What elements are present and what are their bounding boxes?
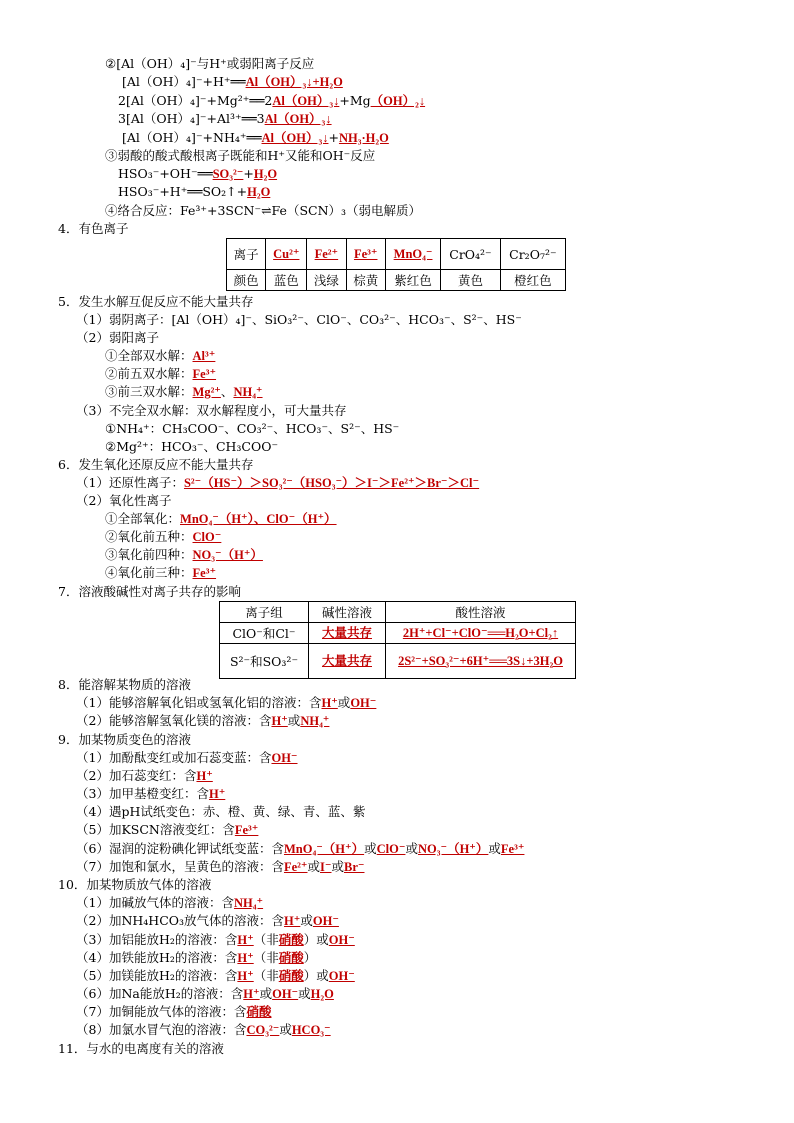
table-cell: 蓝色 <box>266 270 307 291</box>
text: 或 <box>300 913 313 928</box>
line-l14 <box>105 383 263 401</box>
text: 或 <box>259 986 273 1001</box>
text: 4．有色离子 <box>58 221 129 236</box>
line-l27 <box>76 767 213 785</box>
table-cell: 碱性溶液 <box>309 602 386 623</box>
text: HSO₃⁻+OH⁻══ <box>118 166 213 181</box>
answer: Al（OH）₃↓ <box>272 94 340 108</box>
answer: Fe³⁺ <box>192 566 217 580</box>
table-cell: 离子 <box>227 239 266 270</box>
line-l17 <box>105 438 278 456</box>
line-l23 <box>105 564 216 582</box>
text: （1）加酚酞变红或加石蕊变蓝：含 <box>76 750 272 765</box>
line-l22 <box>105 546 263 564</box>
text: ①NH₄⁺：CH₃COO⁻、CO₃²⁻、HCO₃⁻、S²⁻、HS⁻ <box>105 421 400 436</box>
answer: NH₃·H₂O <box>338 131 389 145</box>
line-l34 <box>76 912 339 930</box>
text: （4）遇pH试纸变色：赤、橙、黄、绿、青、蓝、紫 <box>76 804 366 819</box>
line-l31 <box>76 840 524 858</box>
line-l32 <box>76 858 364 876</box>
answer: H⁺ <box>284 914 301 928</box>
table-cell: Fe²⁺ <box>307 239 346 270</box>
table-cell: Cu²⁺ <box>266 239 307 270</box>
line-l16 <box>105 420 399 438</box>
table-row <box>227 270 566 291</box>
answer: H⁺ <box>208 787 226 801</box>
line-l9 <box>105 202 421 220</box>
answer: ClO⁻ <box>192 530 222 544</box>
table-cell: S²⁻和SO₃²⁻ <box>220 644 309 679</box>
answer: HCO₃⁻ <box>291 1023 331 1037</box>
text: （3）不完全双水解：双水解程度小，可大量共存 <box>76 403 347 418</box>
line-l8 <box>118 183 270 201</box>
line-l5 <box>122 129 389 147</box>
section-heading-9 <box>58 731 191 749</box>
table-cell: 紫红色 <box>385 270 440 291</box>
line-l11 <box>76 329 159 347</box>
text: ②氧化前五种： <box>105 529 193 544</box>
line-l29 <box>76 803 365 821</box>
answer: NH₄⁺ <box>233 385 263 399</box>
table-cell: 2S²⁻+SO₃²⁻+6H⁺══3S↓+3H₂O <box>386 644 576 679</box>
text: ④络合反应：Fe³⁺+3SCN⁻⇌Fe（SCN）₃（弱电解质） <box>105 203 422 218</box>
section-heading-8 <box>58 676 191 694</box>
text: ） <box>303 950 317 965</box>
text: （8）加氯水冒气泡的溶液：含 <box>76 1022 247 1037</box>
table-cell: MnO₄⁻ <box>385 239 440 270</box>
text: （1）弱阴离子：[Al（OH）₄]⁻、SiO₃²⁻、ClO⁻、CO₃²⁻、HCO₃⁻、S²⁻、HS⁻ <box>76 312 522 327</box>
text: （5）加KSCN溶液变红：含 <box>76 822 235 837</box>
section-heading-4 <box>58 220 128 238</box>
text: + <box>328 130 339 145</box>
answer: Al（OH）₃↓ <box>264 112 332 126</box>
text: （3）加甲基橙变红：含 <box>76 786 209 801</box>
text: 或 <box>488 841 501 856</box>
text: 5．发生水解互促反应不能大量共存 <box>58 294 254 309</box>
line-l7 <box>118 165 277 183</box>
table-row <box>220 623 576 644</box>
answer: H⁺ <box>237 969 254 983</box>
answer: H⁺ <box>237 951 254 965</box>
line-l4 <box>118 110 332 128</box>
text: 6．发生氧化还原反应不能大量共存 <box>58 457 254 472</box>
text: 2[Al（OH）₄]⁻+Mg²⁺══2 <box>118 93 273 108</box>
table-cell: 2H⁺+Cl⁻+ClO⁻══H₂O+Cl₂↑ <box>386 623 576 644</box>
line-l37 <box>76 967 355 985</box>
answer: H⁺ <box>196 769 213 783</box>
answer: NO₃⁻（H⁺） <box>417 842 489 856</box>
text: 8．能溶解某物质的溶液 <box>58 677 191 692</box>
line-l24 <box>76 694 376 712</box>
line-l39 <box>76 1003 271 1021</box>
text: 或 <box>287 713 301 728</box>
answer: NO₃⁻（H⁺） <box>192 548 263 562</box>
line-l38 <box>76 985 334 1003</box>
answer: H₂O <box>253 167 278 181</box>
answer: I⁻ <box>320 860 332 874</box>
answer: H⁺ <box>321 696 338 710</box>
answer: OH⁻ <box>328 969 355 983</box>
line-l18 <box>76 474 479 492</box>
answer: Al（OH）₃↓+H₂O <box>245 75 343 89</box>
text: （7）加铜能放气体的溶液：含 <box>76 1004 247 1019</box>
line-l40 <box>76 1021 331 1039</box>
text: +Mg <box>339 93 371 108</box>
text: + <box>243 166 254 181</box>
answer: MnO₄⁻（H⁺） <box>283 842 365 856</box>
answer: H⁺ <box>237 933 254 947</box>
answer: 硝酸 <box>278 951 304 965</box>
line-l2 <box>122 73 343 91</box>
line-l28 <box>76 785 225 803</box>
text: （7）加饱和氯水，呈黄色的溶液：含 <box>76 859 284 874</box>
line-l10 <box>76 311 522 329</box>
table-cell: 大量共存 <box>309 623 386 644</box>
text: 7．溶液酸碱性对离子共存的影响 <box>58 584 241 599</box>
text: 或 <box>337 695 351 710</box>
line-l35 <box>76 931 355 949</box>
line-l25 <box>76 712 329 730</box>
text: ②[Al（OH）₄]⁻与H⁺或弱阳离子反应 <box>105 56 315 71</box>
text: 或 <box>405 841 418 856</box>
section-heading-7 <box>58 583 241 601</box>
acid-base-table <box>219 601 576 679</box>
answer: Fe³⁺ <box>500 842 525 856</box>
text: （4）加铁能放H₂的溶液：含 <box>76 950 238 965</box>
answer: H⁺ <box>243 987 260 1001</box>
text: ）或 <box>303 968 329 983</box>
text: （1）还原性离子： <box>76 475 184 490</box>
answer: Mg²⁺ <box>192 385 221 399</box>
table-row <box>220 602 576 623</box>
text: ）或 <box>303 932 329 947</box>
table-cell: 棕黄 <box>346 270 385 291</box>
answer: OH⁻ <box>272 987 299 1001</box>
answer: NH₄⁺ <box>233 896 264 910</box>
text: ③前三双水解： <box>105 384 193 399</box>
table-row <box>227 239 566 270</box>
section-heading-11 <box>58 1040 224 1058</box>
text: （非 <box>253 968 279 983</box>
table-cell: CrO₄²⁻ <box>441 239 500 270</box>
answer: H⁺ <box>271 714 288 728</box>
text: （1）能够溶解氧化铝或氢氧化铝的溶液：含 <box>76 695 322 710</box>
text: 10．加某物质放气体的溶液 <box>58 877 212 892</box>
line-l20 <box>105 510 337 528</box>
line-l33 <box>76 894 263 912</box>
line-l30 <box>76 821 258 839</box>
text: ②Mg²⁺：HCO₃⁻、CH₃COO⁻ <box>105 439 279 454</box>
line-l12 <box>105 347 215 365</box>
table-cell: 橙红色 <box>500 270 565 291</box>
text: ②前五双水解： <box>105 366 193 381</box>
colored-ions-table <box>226 238 566 291</box>
answer: OH⁻ <box>312 914 339 928</box>
line-l26 <box>76 749 298 767</box>
table-cell: Cr₂O₇²⁻ <box>500 239 565 270</box>
section-heading-10 <box>58 876 211 894</box>
answer: （OH）₂↓ <box>370 94 426 108</box>
table-row <box>220 644 576 679</box>
table-cell: ClO⁻和Cl⁻ <box>220 623 309 644</box>
text: 或 <box>298 986 311 1001</box>
answer: S²⁻（HS⁻）＞SO₃²⁻（HSO₃⁻）＞I⁻＞Fe²⁺＞Br⁻＞Cl⁻ <box>183 476 480 490</box>
answer: Fe³⁺ <box>192 367 217 381</box>
text: [Al（OH）₄]⁻+H⁺══ <box>122 74 246 89</box>
text: 11．与水的电离度有关的溶液 <box>58 1041 224 1056</box>
line-l13 <box>105 365 216 383</box>
text: ①全部氧化： <box>105 511 181 526</box>
text: ④氧化前三种： <box>105 565 193 580</box>
answer: Al³⁺ <box>192 349 216 363</box>
text: （2）氧化性离子 <box>76 493 172 508</box>
text: （5）加镁能放H₂的溶液：含 <box>76 968 238 983</box>
answer: OH⁻ <box>350 696 377 710</box>
table-cell: 浅绿 <box>307 270 346 291</box>
text: 3[Al（OH）₄]⁻+Al³⁺══3 <box>118 111 265 126</box>
line-l3 <box>118 92 425 110</box>
line-l6 <box>105 147 375 165</box>
text: 或 <box>364 841 377 856</box>
answer: MnO₄⁻（H⁺）、ClO⁻（H⁺） <box>180 512 337 526</box>
text: （2）加石蕊变红：含 <box>76 768 197 783</box>
section-heading-6 <box>58 456 253 474</box>
answer: 硝酸 <box>278 969 304 983</box>
text: （3）加铝能放H₂的溶液：含 <box>76 932 238 947</box>
text: 或 <box>331 859 344 874</box>
text: ①全部双水解： <box>105 348 193 363</box>
text: （非 <box>253 932 279 947</box>
answer: 硝酸 <box>278 933 304 947</box>
answer: 硝酸 <box>246 1005 272 1019</box>
answer: Al（OH）₃↓ <box>261 131 329 145</box>
answer: H₂O <box>247 185 271 199</box>
table-cell: Fe³⁺ <box>346 239 385 270</box>
text: HSO₃⁻+H⁺══SO₂↑+ <box>118 184 248 199</box>
table-cell: 离子组 <box>220 602 309 623</box>
answer: Fe²⁺ <box>283 860 308 874</box>
line-l36 <box>76 949 316 967</box>
answer: CO₃²⁻ <box>246 1023 280 1037</box>
line-l1 <box>105 55 314 73</box>
text: （非 <box>253 950 279 965</box>
line-l21 <box>105 528 221 546</box>
text: 或 <box>307 859 321 874</box>
table-cell: 酸性溶液 <box>386 602 576 623</box>
answer: NH₄⁺ <box>300 714 330 728</box>
answer: Br⁻ <box>344 860 365 874</box>
table-cell: 颜色 <box>227 270 266 291</box>
text: 9．加某物质变色的溶液 <box>58 732 191 747</box>
text: 、 <box>220 384 234 399</box>
text: （2）弱阳离子 <box>76 330 159 345</box>
answer: OH⁻ <box>328 933 355 947</box>
table-cell: 黄色 <box>441 270 500 291</box>
section-heading-5 <box>58 293 253 311</box>
text: （6）湿润的淀粉碘化钾试纸变蓝：含 <box>76 841 284 856</box>
text: [Al（OH）₄]⁻+NH₄⁺══ <box>122 130 262 145</box>
text: （2）能够溶解氢氧化镁的溶液：含 <box>76 713 272 728</box>
answer: H₂O <box>310 987 334 1001</box>
text: （6）加Na能放H₂的溶液：含 <box>76 986 244 1001</box>
text: 或 <box>279 1022 292 1037</box>
table-cell: 大量共存 <box>309 644 386 679</box>
answer: Fe³⁺ <box>234 823 259 837</box>
text: （2）加NH₄HCO₃放气体的溶液：含 <box>76 913 285 928</box>
line-l15 <box>76 402 346 420</box>
answer: SO₃²⁻ <box>212 167 244 181</box>
answer: OH⁻ <box>271 751 298 765</box>
text: ③氧化前四种： <box>105 547 193 562</box>
text: （1）加碱放气体的溶液：含 <box>76 895 234 910</box>
answer: ClO⁻ <box>376 842 406 856</box>
text: ③弱酸的酸式酸根离子既能和H⁺又能和OH⁻反应 <box>105 148 376 163</box>
line-l19 <box>76 492 171 510</box>
